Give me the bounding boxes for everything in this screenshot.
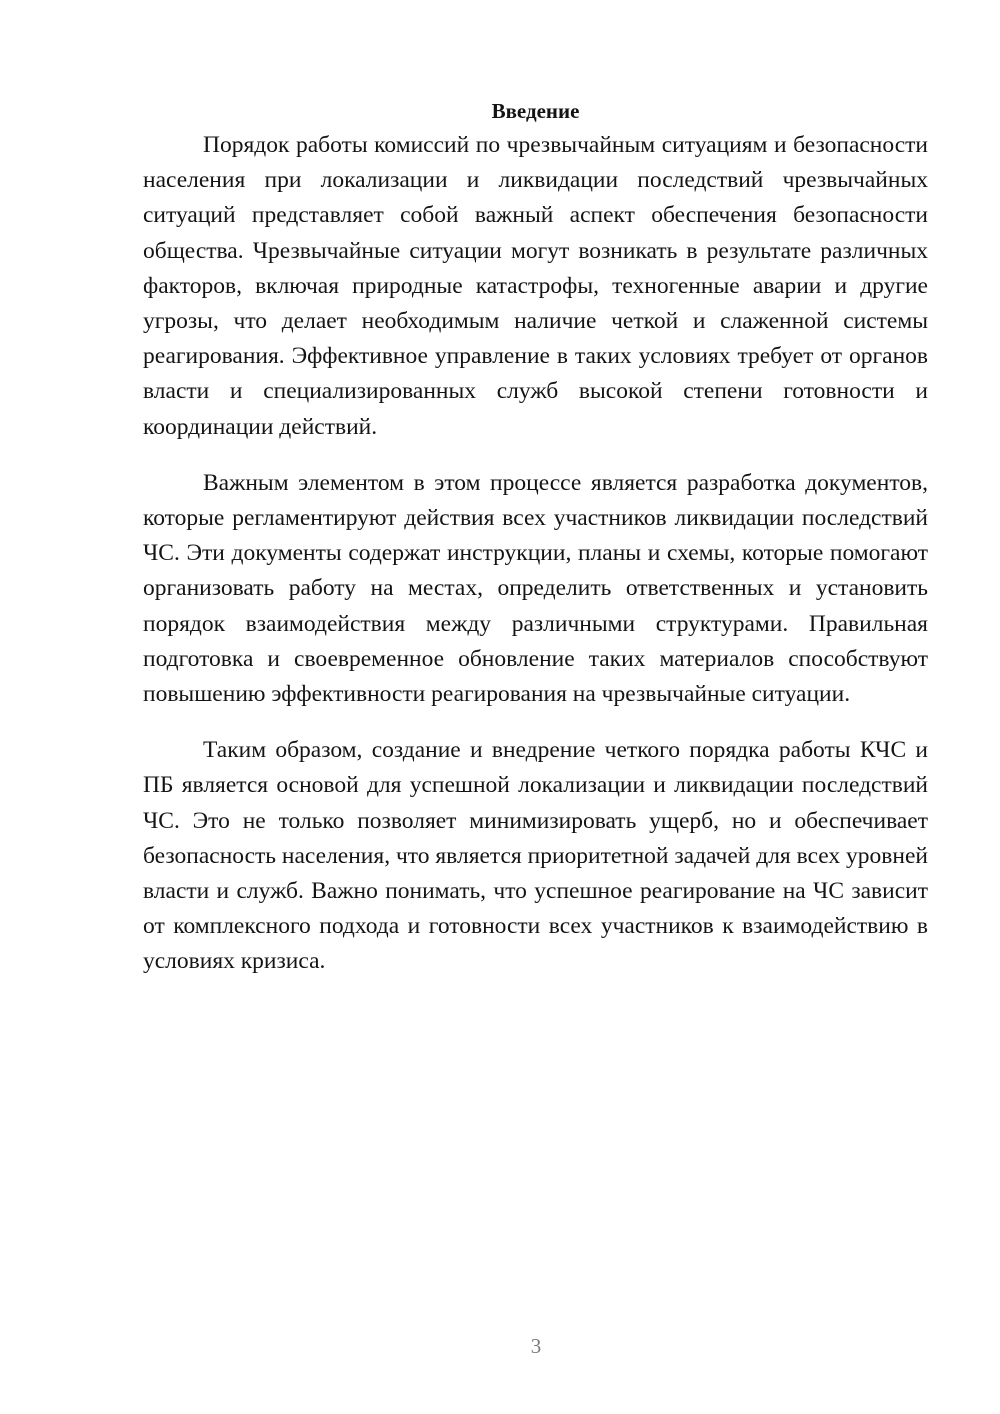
paragraph-1: Порядок работы комиссий по чрезвычайным ситуациям и безопасности населения при локализации и ликвидации последствий чрезвычайных ситуаций представляет собой важный аспект обеспечения безопасности общества. Чрезвычайные ситуации могут возникать в результате различных факторов, включая природные катастрофы, техногенные аварии и другие угрозы, что делает необходимым наличие четкой и слаженной системы реагирования. Эффективное управление в таких условиях требует от органов власти и специализированных служб высокой степени готовности и координации действий. [143, 132, 928, 440]
paragraph-3: Таким образом, создание и внедрение четкого порядка работы КЧС и ПБ является основой для успешной локализации и ликвидации последствий ЧС. Это не только позволяет минимизировать ущерб, но и обеспечивает безопасность населения, что является приоритетной задачей для всех уровней власти и служб. Важно понимать, что успешное реагирование на ЧС зависит от комплексного подхода и готовности всех участников к взаимодействию в условиях кризиса. [143, 737, 928, 975]
page-number: 3 [530, 1334, 542, 1358]
page-content [143, 94, 928, 980]
section-heading: Введение [491, 99, 580, 123]
paragraph-2: Важным элементом в этом процессе является разработка документов, которые регламентируют действия всех участников ликвидации последствий ЧС. Эти документы содержат инструкции, планы и схемы, которые помогают организовать работу на местах, определить ответственных и установить порядок взаимодействия между различными структурами. Правильная подготовка и своевременное обновление таких материалов способствуют повышению эффективности реагирования на чрезвычайные ситуации. [143, 469, 928, 708]
